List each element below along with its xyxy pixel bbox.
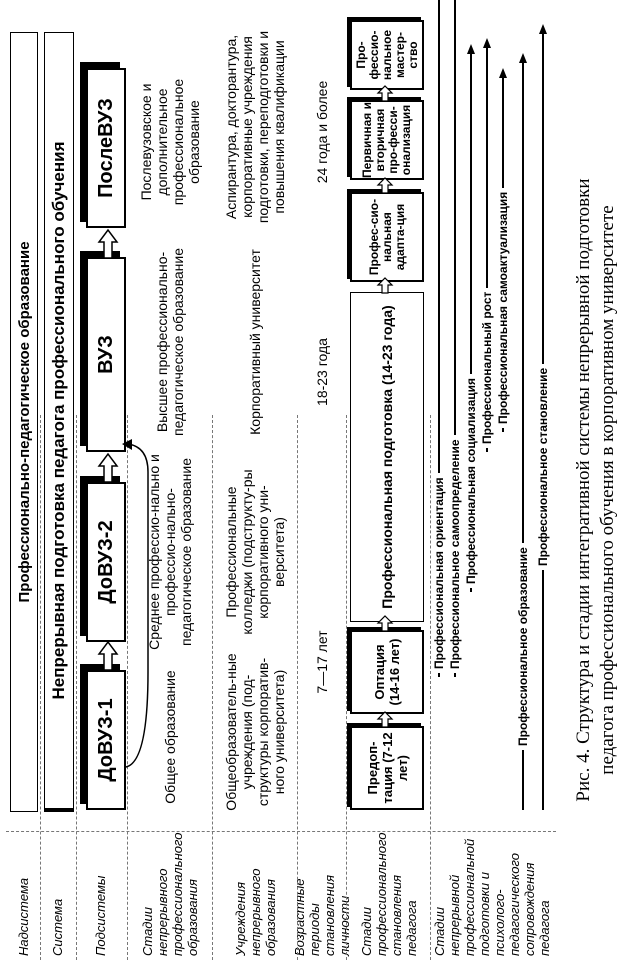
stage-professional-training: Профессиональная подготовка (14-23 года): [350, 292, 424, 622]
stage-secondary: Среднее профессио-нально и профессио-нально-педагогическое образование: [146, 454, 194, 650]
support-line-label: Профессиональное становление: [536, 367, 550, 566]
row-separator: [346, 415, 347, 960]
row-label-podsistemy: Подсистемы: [92, 875, 108, 956]
institution-postgraduate: Аспирантура, докторантура, корпоративные учреждения подготовки, переподготовки и повышения квалификации: [223, 30, 287, 224]
subsystem-dovuz2: ДоВУЗ-2: [86, 482, 126, 642]
row-label-stages: Стадии непрерывного профессионального образования: [140, 832, 200, 956]
arrow-right-icon: [376, 176, 394, 194]
subsystem-poslevuz: ПослеВУЗ: [86, 68, 126, 228]
age-24-plus: 24 года и более: [314, 80, 330, 184]
row-label-sistema: Система: [49, 898, 65, 956]
arrow-right-icon: [376, 710, 394, 728]
caption-line1: Рис. 4. Структура и стадии интегративной системы непрерывной подготовки: [573, 178, 594, 802]
support-line-label: Профессиональное самоопределение: [448, 439, 462, 669]
row-label-ages: Возрастные периоды становления личности: [292, 874, 352, 956]
caption: [556, 30, 636, 950]
support-line-formation: [536, 24, 550, 810]
row-separator: [212, 415, 213, 960]
support-line-socialization: [464, 44, 478, 592]
stage-mastery: Про-фессио-нальное мастер-ство: [350, 20, 424, 90]
support-line-label: Профессиональная самоактуализация: [496, 191, 510, 424]
sistema-box: Непрерывная подготовка педагога профессионального обучения: [44, 32, 74, 812]
caption-text: [556, 30, 636, 950]
stage-postgraduate: Послевузовское и дополнительное профессиональное образование: [138, 78, 202, 206]
stage-optation: Оптация (14-16 лет): [350, 630, 424, 714]
row-label-institutions: Учреждения непрерывного образования: [232, 868, 278, 956]
support-line-growth: [480, 38, 494, 452]
stage-professionalization: Первичная и вторичная про-фесси-онализация: [350, 100, 424, 180]
stage-higher: Высшее профессионально-педагогическое образование: [154, 247, 186, 437]
row-label-support: Стадии непрерывной профессиональной подготовки и психолого-педагогического сопровождения педагога: [432, 838, 552, 956]
support-line-label: Профессиональная ориентация: [432, 477, 446, 669]
stage-general: Общее образование: [162, 670, 178, 804]
support-line-label: Профессиональное образование: [516, 547, 530, 746]
column-separator: [6, 831, 556, 832]
caption-line2: педагога профессионального обучения в корпоративном университете: [597, 205, 618, 775]
support-line-label: Профессиональная социализация: [464, 377, 478, 584]
row-label-pro-stages: Стадии профессионального становления педагога: [359, 832, 419, 956]
row-separator: [40, 415, 41, 960]
age-18-23: 18-23 года: [314, 338, 330, 406]
support-line-self-determination: [448, 0, 462, 677]
arrow-right-icon: [376, 84, 394, 102]
institution-corporate-university: Корпоративный университет: [247, 249, 263, 435]
row-separator: [430, 415, 431, 960]
arrow-right-icon: [96, 638, 120, 672]
nadsistema-box: Профессионально-педагогическое образование: [10, 32, 38, 812]
stage-adaptation: Профес-сио-нальная адапта-ция: [350, 192, 424, 282]
arrow-right-icon: [376, 276, 394, 294]
institution-colleges: Профессиональные колледжи (подструкту-ры корпоративного уни-верситета): [223, 469, 287, 635]
row-separator: [76, 415, 77, 960]
arrow-right-icon: [376, 614, 394, 632]
subsystem-dovuz1: ДоВУЗ-1: [86, 670, 126, 810]
arrow-right-icon: [96, 226, 120, 260]
row-label-nadsistema: Надсистема: [15, 877, 31, 956]
institution-schools: Общеобразователь-ные учреждения (под-структуры корпоратив-ного университета): [223, 653, 287, 811]
support-line-self-actualization: [496, 68, 510, 432]
stage-preoptation: Предоп-тация (7-12 лет): [350, 726, 424, 810]
support-line-orientation: [432, 0, 446, 677]
age-7-17: 7—17 лет: [314, 630, 330, 694]
support-line-education: [516, 53, 530, 810]
arrow-right-icon: [96, 450, 120, 484]
support-line-label: Профессиональный рост: [480, 291, 494, 444]
row-separator: [297, 415, 298, 960]
subsystem-vuz: ВУЗ: [86, 257, 126, 452]
